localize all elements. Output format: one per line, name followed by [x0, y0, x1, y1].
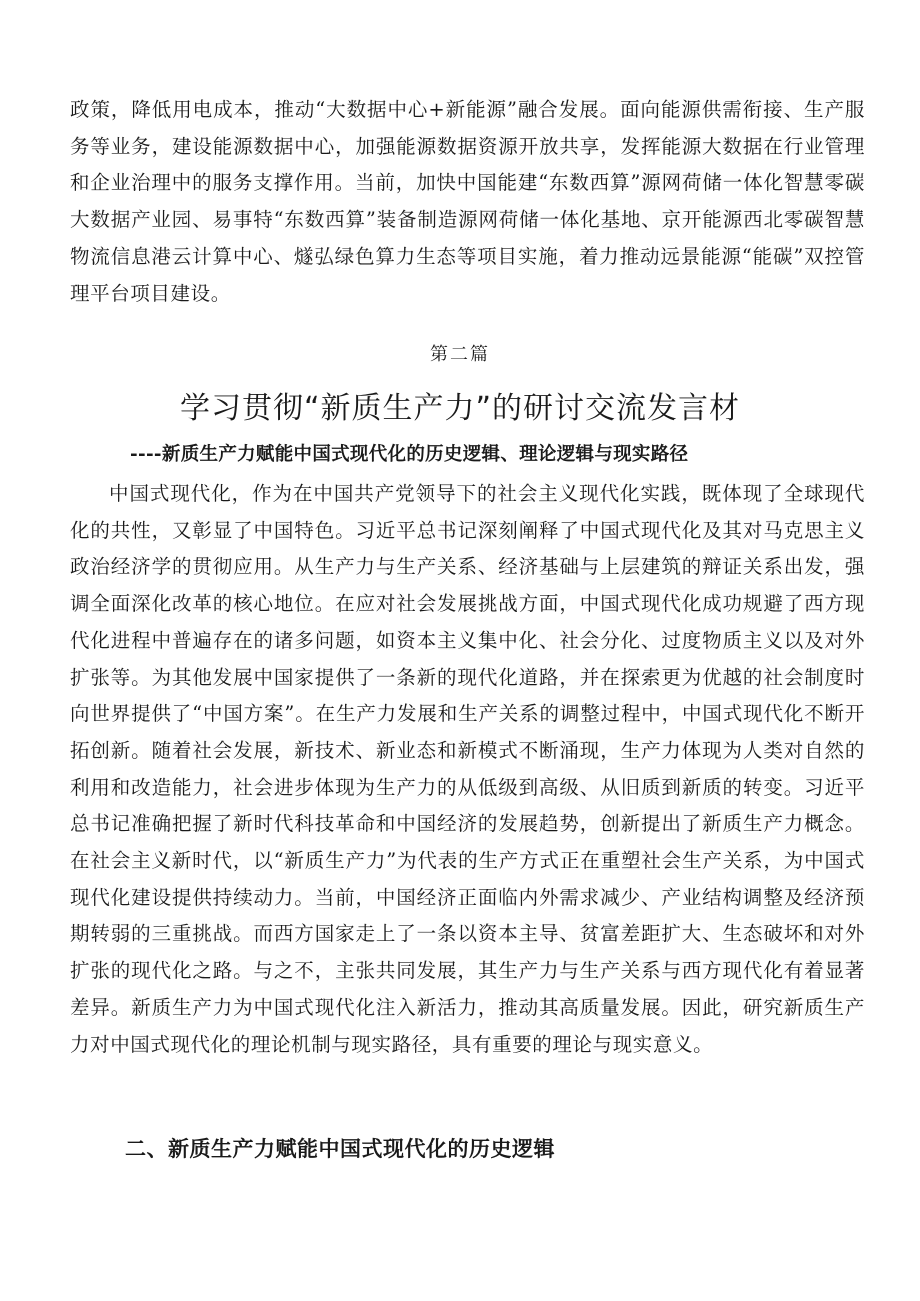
- document-subtitle: ----新质生产力赋能中国式现代化的历史逻辑、理论逻辑与现实路径: [130, 444, 689, 465]
- section-label: 第二篇: [430, 344, 490, 365]
- document-title: 学习贯彻“新质生产力”的研讨交流发言材: [179, 391, 741, 426]
- section-heading: 二、新质生产力赋能中国式现代化的历史逻辑: [125, 1137, 555, 1161]
- body-paragraph: 中国式现代化，作为在中国共产党领导下的社会主义现代化实践，既体现了全球现代化的共性，又彰显了中国特色。习近平总书记深刻阐释了中国式现代化及其对马克思主义政治经济学的贯彻应用。从生产力与生产关系、经济基础与上层建筑的辩证关系出发，强调全面深化改革的核心地位。在应对社会发展挑战方面，中国式现代化成功规避了西方现代化进程中普遍存在的诸多问题，如资本主义集中化、社会分化、过度物质主义以及对外扩张等。为其他发展中国家提供了一条新的现代化道路，并在探索更为优越的社会制度时向世界提供了“中国方案”。在生产力发展和生产关系的调整过程中，中国式现代化不断开拓创新。随着社会发展，新技术、新业态和新模式不断涌现，生产力体现为人类对自然的利用和改造能力，社会进步体现为生产力的从低级到高级、从旧质到新质的转变。习近平总书记准确把握了新时代科技革命和中国经济的发展趋势，创新提出了新质生产力概念。在社会主义新时代，以“新质生产力”为代表的生产方式正在重塑社会生产关系，为中国式现代化建设提供持续动力。当前，中国经济正面临内外需求减少、产业结构调整及经济预期转弱的三重挑战。而西方国家走上了一条以资本主导、贫富差距扩大、生态破坏和对外扩张的现代化之路。与之不，主张共同发展，其生产力与生产关系与西方现代化有着显著差异。新质生产力为中国式现代化注入新活力，推动其高质量发展。因此，研究新质生产力对中国式现代化的理论机制与现实路径，具有重要的理论与现实意义。: [70, 482, 865, 1056]
- continued-paragraph: 政策，降低用电成本，推动“大数据中心+新能源”融合发展。面向能源供需衔接、生产服务等业务，建设能源数据中心，加强能源数据资源开放共享，发挥能源大数据在行业管理和企业治理中的服务支撑作用。当前，加快中国能建“东数西算”源网荷储一体化智慧零碳大数据产业园、易事特“东数西算”装备制造源网荷储一体化基地、京开能源西北零碳智慧物流信息港云计算中心、燧弘绿色算力生态等项目实施，着力推动远景能源“能碳”双控管理平台项目建设。: [70, 98, 865, 305]
